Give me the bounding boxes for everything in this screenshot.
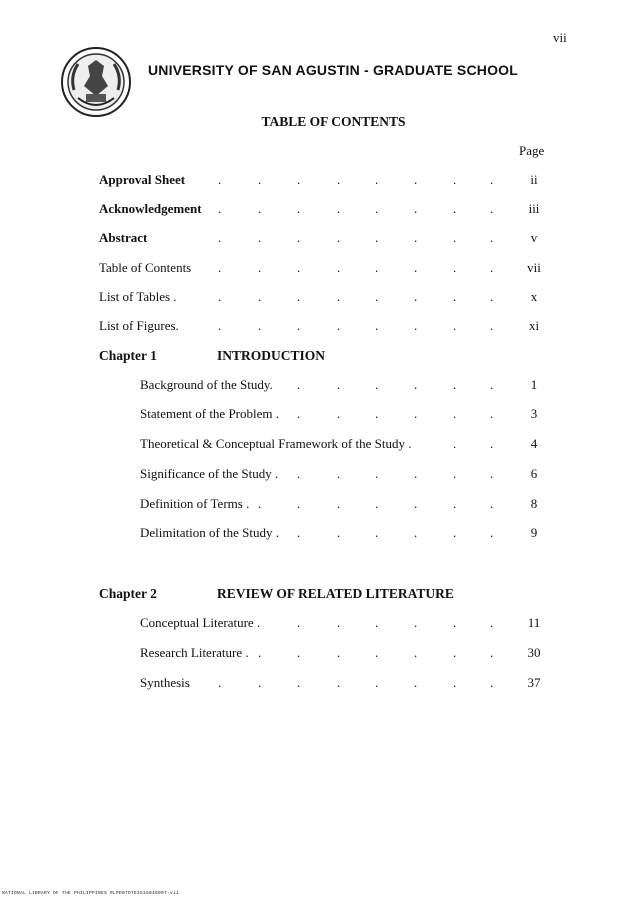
- entry-label: Theoretical & Conceptual Framework of the Study .: [140, 436, 412, 451]
- entry-label: Table of Contents: [99, 260, 192, 275]
- leader-dot: .: [258, 172, 262, 187]
- entry-page: xi: [528, 318, 540, 333]
- entry-page: x: [530, 289, 538, 304]
- leader-dot: .: [258, 289, 262, 304]
- entry-label: Acknowledgement: [99, 201, 202, 216]
- leader-dot: .: [490, 201, 494, 216]
- leader-dot: .: [297, 201, 301, 216]
- leader-dot: .: [453, 377, 457, 392]
- toc-entry-framework: [0, 436, 637, 454]
- toc-entry-table-of-contents: [0, 260, 637, 278]
- leader-dot: .: [297, 172, 301, 187]
- leader-dot: .: [490, 525, 494, 540]
- entry-page: 9: [530, 525, 538, 540]
- leader-dot: .: [297, 615, 301, 630]
- leader-dot: .: [297, 496, 301, 511]
- leader-dot: .: [337, 496, 341, 511]
- leader-dot: .: [453, 406, 457, 421]
- leader-dot: .: [258, 645, 262, 660]
- entry-label: Approval Sheet: [99, 172, 186, 187]
- chapter-1-title: INTRODUCTION: [217, 348, 326, 363]
- leader-dot: .: [453, 230, 457, 245]
- leader-dot: .: [337, 201, 341, 216]
- entry-page: 37: [527, 675, 541, 690]
- leader-dot: .: [453, 675, 457, 690]
- leader-dot: .: [258, 496, 262, 511]
- leader-dot: .: [490, 496, 494, 511]
- leader-dot: .: [414, 496, 418, 511]
- leader-dot: .: [490, 675, 494, 690]
- leader-dot: .: [414, 260, 418, 275]
- leader-dot: .: [414, 230, 418, 245]
- leader-dot: .: [414, 318, 418, 333]
- entry-page: 11: [527, 615, 541, 630]
- entry-label: List of Figures.: [99, 318, 179, 333]
- toc-entry-acknowledgement: [0, 201, 637, 219]
- leader-dot: .: [218, 260, 222, 275]
- entry-label: Synthesis: [140, 675, 190, 690]
- leader-dot: .: [453, 615, 457, 630]
- leader-dot: .: [297, 377, 301, 392]
- toc-entry-approval-sheet: [0, 172, 637, 190]
- entry-label: Conceptual Literature .: [140, 615, 261, 630]
- leader-dot: .: [297, 289, 301, 304]
- leader-dot: .: [337, 289, 341, 304]
- leader-dot: .: [490, 615, 494, 630]
- leader-dot: .: [453, 260, 457, 275]
- entry-page: ii: [530, 172, 538, 187]
- entry-page: 4: [530, 436, 538, 451]
- leader-dot: .: [297, 645, 301, 660]
- leader-dot: .: [490, 289, 494, 304]
- leader-dot: .: [218, 230, 222, 245]
- leader-dot: .: [258, 230, 262, 245]
- entry-label: Background of the Study.: [140, 377, 273, 392]
- leader-dot: .: [297, 525, 301, 540]
- entry-page: 30: [527, 645, 541, 660]
- leader-dot: .: [453, 172, 457, 187]
- leader-dot: .: [337, 230, 341, 245]
- university-seal-logo: [60, 46, 132, 118]
- leader-dot: .: [218, 289, 222, 304]
- entry-page: 3: [530, 406, 538, 421]
- leader-dot: .: [218, 318, 222, 333]
- toc-entry-research-literature: [0, 645, 637, 663]
- toc-entry-abstract: [0, 230, 637, 248]
- entry-label: List of Tables .: [99, 289, 177, 304]
- leader-dot: .: [337, 525, 341, 540]
- toc-entry-delimitation: [0, 525, 637, 543]
- leader-dot: .: [337, 645, 341, 660]
- leader-dot: .: [490, 260, 494, 275]
- entry-page: 6: [530, 466, 538, 481]
- library-stamp: NATIONAL LIBRARY OF THE PHILIPPINES RLPD07D7E2516048007-vii: [2, 891, 180, 896]
- toc-entry-list-of-tables: [0, 289, 637, 307]
- leader-dot: .: [453, 318, 457, 333]
- leader-dot: .: [453, 201, 457, 216]
- page-number: vii: [553, 30, 567, 45]
- chapter-1-number: Chapter 1: [99, 348, 157, 363]
- leader-dot: .: [375, 466, 379, 481]
- leader-dot: .: [337, 260, 341, 275]
- leader-dot: .: [453, 289, 457, 304]
- leader-dot: .: [414, 377, 418, 392]
- leader-dot: .: [375, 615, 379, 630]
- school-name: UNIVERSITY OF SAN AGUSTIN - GRADUATE SCHOOL: [148, 62, 519, 78]
- entry-label: Abstract: [99, 230, 148, 245]
- leader-dot: .: [414, 675, 418, 690]
- entry-page: vii: [527, 260, 541, 275]
- leader-dot: .: [375, 525, 379, 540]
- leader-dot: .: [375, 377, 379, 392]
- leader-dot: .: [414, 172, 418, 187]
- leader-dot: .: [218, 172, 222, 187]
- entry-label: Significance of the Study .: [140, 466, 279, 481]
- leader-dot: .: [453, 436, 457, 451]
- leader-dot: .: [297, 230, 301, 245]
- leader-dot: .: [414, 201, 418, 216]
- leader-dot: .: [375, 289, 379, 304]
- entry-label: Definition of Terms .: [140, 496, 250, 511]
- leader-dot: .: [414, 466, 418, 481]
- leader-dot: .: [490, 230, 494, 245]
- leader-dot: .: [337, 172, 341, 187]
- leader-dot: .: [375, 645, 379, 660]
- chapter-2-number: Chapter 2: [99, 586, 157, 601]
- leader-dot: .: [490, 466, 494, 481]
- leader-dot: .: [258, 675, 262, 690]
- leader-dot: .: [337, 466, 341, 481]
- leader-dot: .: [297, 260, 301, 275]
- leader-dot: .: [490, 318, 494, 333]
- leader-dot: .: [490, 645, 494, 660]
- entry-label: Research Literature .: [140, 645, 249, 660]
- toc-entry-list-of-figures: [0, 318, 637, 336]
- leader-dot: .: [258, 260, 262, 275]
- entry-label: Delimitation of the Study .: [140, 525, 280, 540]
- toc-title: TABLE OF CONTENTS: [261, 114, 406, 129]
- entry-label: Statement of the Problem .: [140, 406, 280, 421]
- leader-dot: .: [375, 675, 379, 690]
- leader-dot: .: [375, 230, 379, 245]
- leader-dot: .: [414, 289, 418, 304]
- leader-dot: .: [414, 645, 418, 660]
- leader-dot: .: [337, 406, 341, 421]
- toc-entry-significance: [0, 466, 637, 484]
- leader-dot: .: [375, 406, 379, 421]
- leader-dot: .: [375, 260, 379, 275]
- toc-entry-synthesis: [0, 675, 637, 693]
- leader-dot: .: [297, 466, 301, 481]
- leader-dot: .: [453, 645, 457, 660]
- leader-dot: .: [490, 406, 494, 421]
- leader-dot: .: [297, 318, 301, 333]
- entry-page: v: [530, 230, 538, 245]
- leader-dot: .: [337, 377, 341, 392]
- toc-entry-conceptual-literature: [0, 615, 637, 633]
- leader-dot: .: [414, 525, 418, 540]
- chapter-2-title: REVIEW OF RELATED LITERATURE: [217, 586, 454, 601]
- toc-entry-statement-of-problem: [0, 406, 637, 424]
- leader-dot: .: [375, 201, 379, 216]
- leader-dot: .: [337, 675, 341, 690]
- toc-entry-definition-of-terms: [0, 496, 637, 514]
- entry-page: 8: [530, 496, 538, 511]
- leader-dot: .: [490, 172, 494, 187]
- leader-dot: .: [258, 201, 262, 216]
- leader-dot: .: [490, 436, 494, 451]
- leader-dot: .: [453, 466, 457, 481]
- leader-dot: .: [375, 318, 379, 333]
- page-column-label: Page: [519, 143, 545, 158]
- leader-dot: .: [258, 318, 262, 333]
- leader-dot: .: [375, 496, 379, 511]
- leader-dot: .: [414, 406, 418, 421]
- entry-page: iii: [528, 201, 540, 216]
- entry-page: 1: [530, 377, 538, 392]
- leader-dot: .: [490, 377, 494, 392]
- leader-dot: .: [218, 675, 222, 690]
- leader-dot: .: [218, 201, 222, 216]
- leader-dot: .: [337, 615, 341, 630]
- leader-dot: .: [375, 172, 379, 187]
- toc-entry-background: [0, 377, 637, 395]
- leader-dot: .: [414, 615, 418, 630]
- leader-dot: .: [453, 525, 457, 540]
- leader-dot: .: [337, 318, 341, 333]
- leader-dot: .: [297, 675, 301, 690]
- leader-dot: .: [297, 406, 301, 421]
- leader-dot: .: [453, 496, 457, 511]
